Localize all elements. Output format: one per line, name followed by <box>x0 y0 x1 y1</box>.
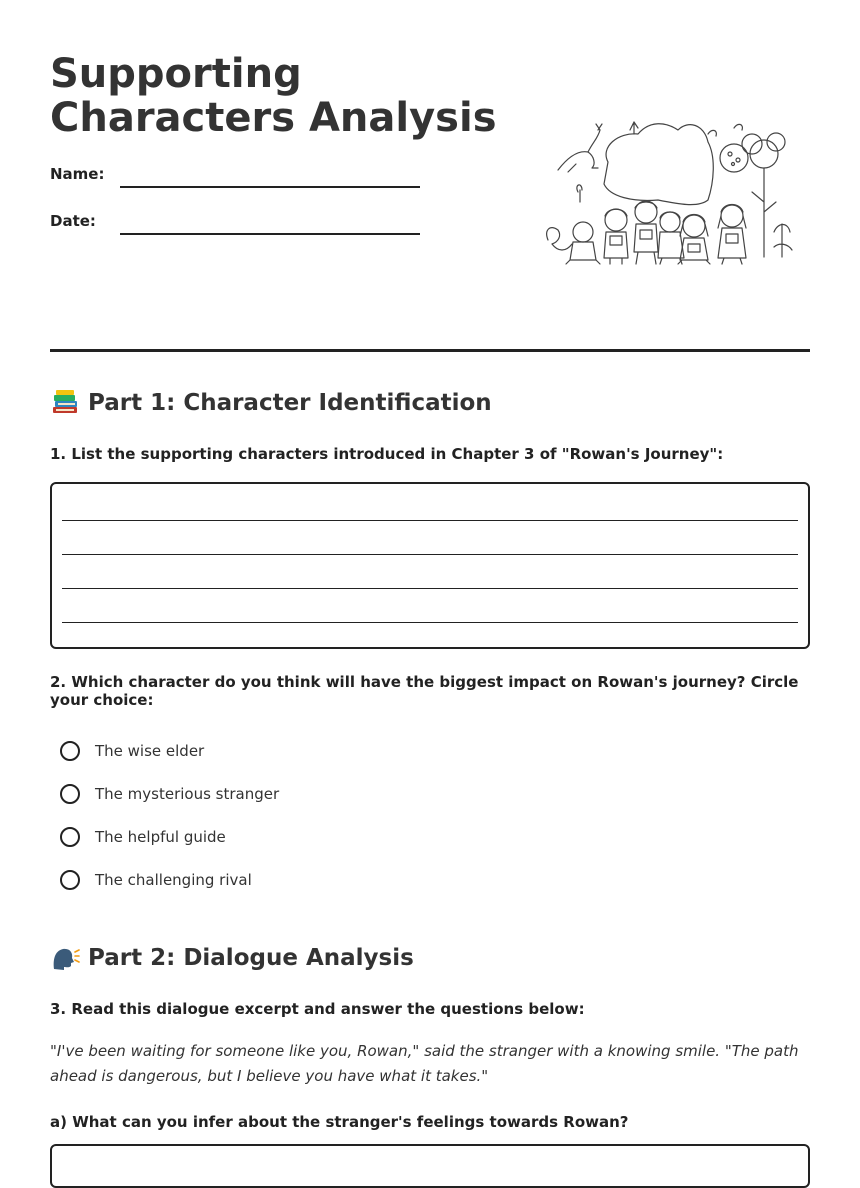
question-3: 3. Read this dialogue excerpt and answer the questions below: <box>50 1000 585 1018</box>
answer-box-q1[interactable] <box>50 482 810 649</box>
option-label: The helpful guide <box>95 828 226 846</box>
choice-circle[interactable] <box>60 784 80 804</box>
option-mysterious-stranger[interactable] <box>60 781 279 807</box>
option-wise-elder[interactable] <box>60 738 204 764</box>
question-2: 2. Which character do you think will have the biggest impact on Rowan's journey? Circle your choice: <box>50 673 799 709</box>
date-label: Date: <box>50 212 96 230</box>
choice-circle[interactable] <box>60 870 80 890</box>
books-icon <box>50 388 80 418</box>
answer-box-q3a[interactable] <box>50 1144 810 1188</box>
name-field <box>50 165 430 189</box>
name-input-line[interactable] <box>120 186 420 188</box>
choice-circle[interactable] <box>60 741 80 761</box>
part2-title: Part 2: Dialogue Analysis <box>88 945 414 971</box>
header-divider <box>50 349 810 352</box>
answer-line <box>62 554 798 555</box>
speaking-head-icon <box>50 943 80 973</box>
part1-title: Part 1: Character Identification <box>88 390 492 416</box>
option-label: The wise elder <box>95 742 205 760</box>
option-label: The mysterious stranger <box>95 785 280 803</box>
name-label: Name: <box>50 165 105 183</box>
worksheet-title: Supporting Characters Analysis <box>50 51 497 141</box>
children-reading-illustration <box>538 112 798 272</box>
part2-heading <box>50 943 414 973</box>
choice-circle[interactable] <box>60 827 80 847</box>
part1-heading <box>50 388 492 418</box>
date-input-line[interactable] <box>120 233 420 235</box>
option-label: The challenging rival <box>95 871 252 889</box>
answer-line <box>62 588 798 589</box>
dialogue-excerpt: "I've been waiting for someone like you, Rowan," said the stranger with a knowing smile. "The path ahead is dangerous, but I believe you have what it takes." <box>50 1042 799 1085</box>
question-1: 1. List the supporting characters introduced in Chapter 3 of "Rowan's Journey": <box>50 445 724 463</box>
question-3a: a) What can you infer about the stranger's feelings towards Rowan? <box>50 1113 629 1131</box>
option-challenging-rival[interactable] <box>60 867 252 893</box>
answer-line <box>62 622 798 623</box>
answer-line <box>62 520 798 521</box>
option-helpful-guide[interactable] <box>60 824 226 850</box>
date-field <box>50 212 430 236</box>
